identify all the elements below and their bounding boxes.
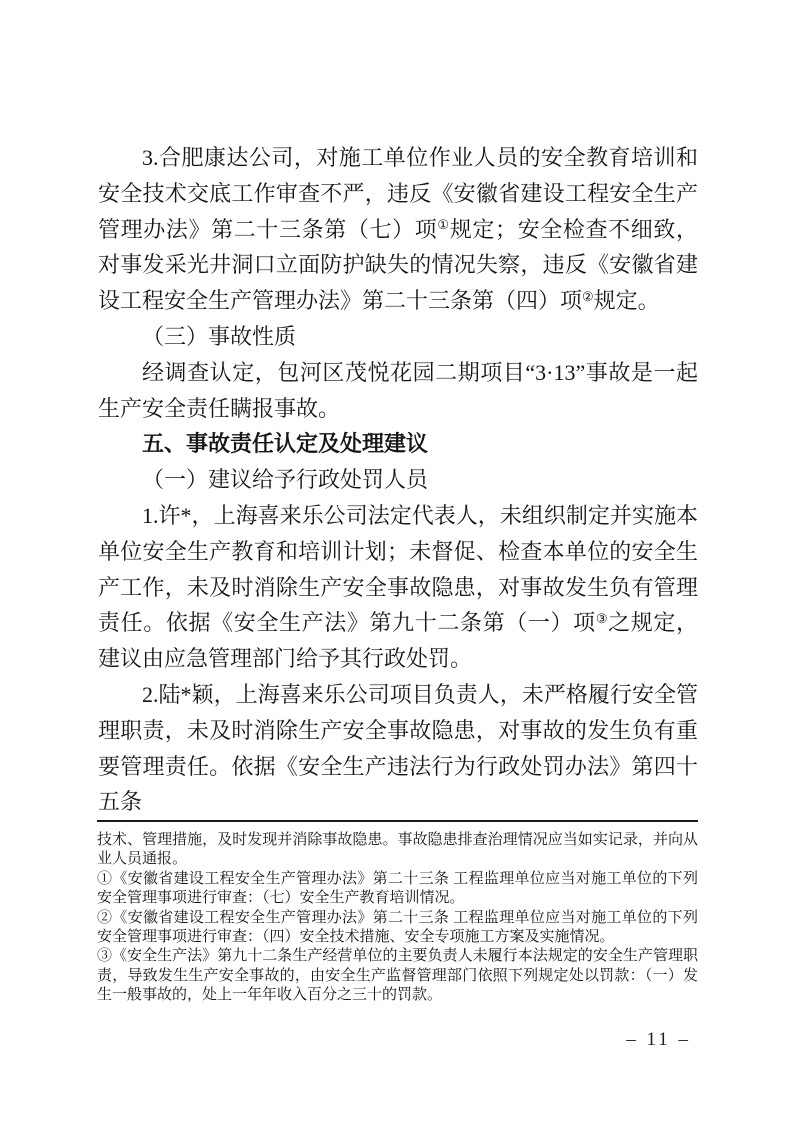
section-heading-incident-nature: （三）事故性质 <box>142 323 297 349</box>
body-paragraph-4: 2.陆*颖，上海喜来乐公司项目负责人，未严格履行安全管理职责，未及时消除生产安全事故隐患，对事故的发生负有重要管理责任。依据《安全生产违法行为行政处罚办法》第四十五条 <box>98 681 698 815</box>
footnote-ref-2: ② <box>582 289 594 305</box>
section-heading-5: 五、事故责任认定及处理建议 <box>142 431 429 457</box>
paragraph-text-segment: 1.许*，上海喜来乐公司法定代表人，未组织制定并实施本单位安全生产教育和培训计划；未督促、检查本单位的安全生产工作，未及时消除生产安全事故隐患，对事故发生负有管理责任。依据《安全生产法》第九十二条第（一）项 <box>98 502 698 636</box>
footnote-ref-1: ① <box>437 217 450 233</box>
paragraph-text-segment: 3.合肥康达公司，对施工单位作业人员的安全教育培训和安全技术交底工作审查不严，违反《安徽省建设工程安全生产管理办法》第二十三条第（七）项 <box>98 145 698 242</box>
footnote-divider <box>97 820 698 822</box>
footnote-3: ③《安全生产法》第九十二条生产经营单位的主要负责人未履行本法规定的安全生产管理职责，导致发生生产安全事故的，由安全生产监督管理部门依照下列规定处以罚款：（一）发生一般事故的，处上一年年收入百分之三十的罚款。 <box>97 948 698 1004</box>
paragraph-text-segment: 之规定，建议由应急管理部门给予其行政处罚。 <box>98 610 698 672</box>
document-body <box>98 140 698 820</box>
footnote-2: ②《安徽省建设工程安全生产管理办法》第二十三条 工程监理单位应当对施工单位的下列安全管理事项进行审查：（四）安全技术措施、安全专项施工方案及实施情况。 <box>97 909 698 946</box>
paragraph-text-segment: 规定。 <box>593 288 660 314</box>
body-paragraph-3 <box>98 498 698 677</box>
body-paragraph-1 <box>98 140 698 319</box>
paragraph-text-segment: 规定；安全检查不细致，对事发采光井洞口立面防护缺失的情况失察，违反《安徽省建设工程安全生产管理办法》第二十三条第（四）项 <box>98 216 698 314</box>
footnote-section <box>97 820 698 1006</box>
footnote-1: ①《安徽省建设工程安全生产管理办法》第二十三条 工程监理单位应当对施工单位的下列安全管理事项进行审查：（七）安全生产教育培训情况。 <box>97 870 698 907</box>
footnote-ref-3: ③ <box>595 611 609 627</box>
footnote-continuation: 技术、管理措施，及时发现并消除事故隐患。事故隐患排查治理情况应当如实记录，并向从业人员通报。 <box>97 832 698 868</box>
page-number: – 11 – <box>626 1029 691 1050</box>
section-heading-5-1: （一）建议给予行政处罚人员 <box>142 467 429 493</box>
body-paragraph-2: 经调查认定，包河区茂悦花园二期项目“3·13”事故是一起生产安全责任瞒报事故。 <box>98 359 698 421</box>
